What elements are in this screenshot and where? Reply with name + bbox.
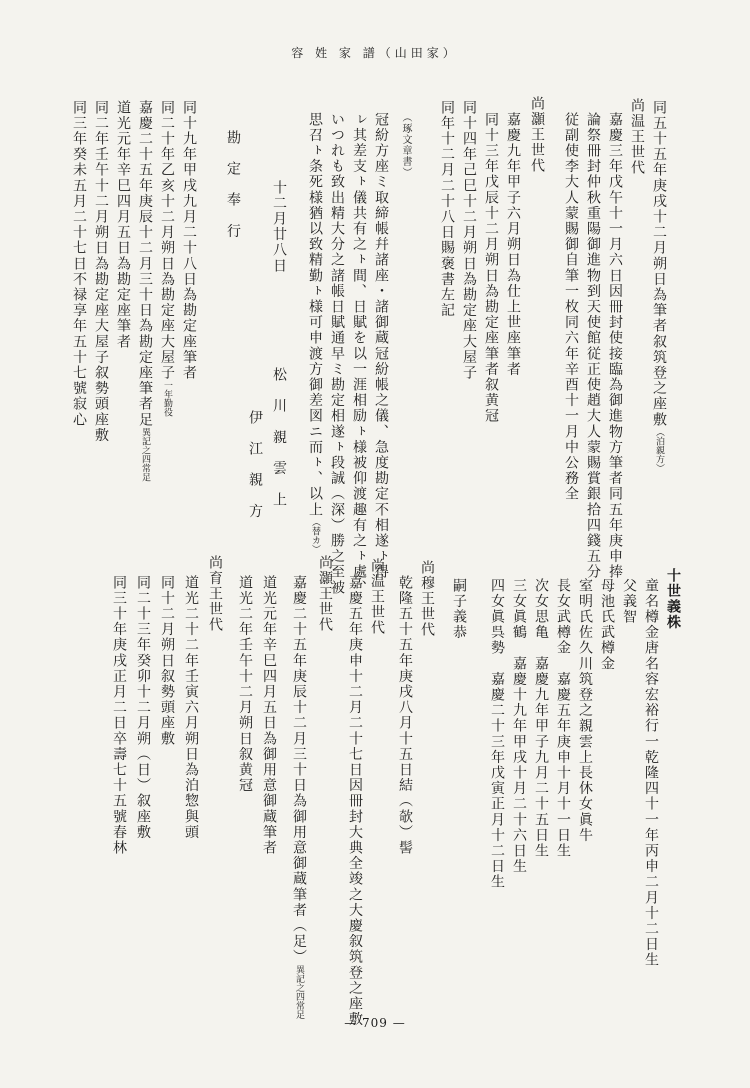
text-column: 嘉慶二十五年庚辰十二月三十日為勘定座筆者足異記之四常足 (137, 100, 153, 482)
text-column: 同三年癸未五月二十七日不禄享年五十七號寂心 (71, 100, 87, 428)
text-column: いつれも致出精大分之諸帳日賦通早ミ勘定相遂ㇳ段誠（深）勝之至被 (329, 112, 345, 596)
text-column: 同十九年甲戌九月二十八日為勘定座筆者 (181, 100, 197, 381)
text-column: 従副使李大人蒙賜御自筆一枚同六年辛酉十一月中公務全 (563, 112, 579, 502)
text-column: 乾隆五十五年庚戌八月十五日結（欹）髻 (397, 575, 413, 856)
section-heading: 尚育王世代 (207, 555, 223, 633)
text-column: 同十二月朔日叙勢頭座敷 (159, 575, 175, 747)
text-column: 道光元年辛巳四月五日為勘定座筆者 (115, 100, 131, 350)
text-column: 嘉慶九年甲子六月朔日為仕上世座筆者 (505, 112, 521, 378)
generation-heading: 十世義株 (665, 568, 681, 631)
text-column: 同二年壬午十二月朔日為勘定座大屋子叙勢頭座敷 (93, 100, 109, 444)
page-number: — 709 — (344, 1016, 406, 1030)
text-column: 同年十二月二十八日賜褒書左記 (439, 100, 455, 319)
text-column: 嗣子義恭 (451, 578, 467, 641)
text-column: 嘉慶二十五年庚辰十二月三十日為御用意御蔵筆者（足）異記之四常足 (291, 575, 307, 1019)
text-column: 思召ㇳ条死様猶以致精勤ㇳ様可申渡方御差図ニ而ㇳ、以上（替カ） (307, 112, 323, 554)
text-column: 父義智 (621, 578, 637, 625)
text-column: 同十三年戊辰十二月朔日為勘定座筆者叙黄冠 (483, 112, 499, 424)
text-column: 論祭冊封仲秋重陽御進物到天使館従正使趙大人蒙賜賞銀拾四錢五分 (585, 112, 601, 580)
text-column: 道光二十二年壬寅六月朔日為泊惣與頭 (183, 575, 199, 841)
section-heading: 尚温王世代 (369, 558, 385, 636)
text-column-note: （琢文章書） (400, 112, 411, 178)
text-column: 嘉慶三年戊午十一月六日因冊封使接臨為御進物方筆者同五年庚申捧 (607, 112, 623, 580)
text-column: 同五十五年庚戌十二月朔日為筆者叙筑登之座敷（泊親方） (651, 100, 667, 473)
text-column: ㇾ其差支ㇳ儀共有之ㇳ間、日賦を以一涯相励ㇳ様被仰渡趣有之ㇳ處、 (351, 112, 367, 596)
text-column: 道光元年辛巳四月五日為御用意御蔵筆者 (261, 575, 277, 856)
section-heading: 尚穆王世代 (419, 560, 435, 638)
text-column: 三女眞鶴 嘉慶十九年甲戌十月二十六日生 (511, 578, 527, 875)
page-header: 容 姓 家 譜（山田家） (291, 46, 459, 60)
section-heading: 尚灝王世代 (317, 555, 333, 633)
signature-column: 伊 江 親 方 (247, 410, 263, 520)
text-column: 同二十三年癸卯十二月朔（日）叙座敷 (135, 575, 151, 841)
signature-column: 勘 定 奉 行 (225, 130, 241, 240)
section-heading: 尚温王世代 (629, 98, 645, 176)
text-column: 同二十年乙亥十二月朔日為勘定座大屋子一年勤役 (159, 100, 175, 417)
text-column: 次女思亀 嘉慶九年甲子九月二十五日生 (533, 578, 549, 859)
text-column: 道光二年壬午十二月朔日叙黄冠 (237, 575, 253, 794)
text-column: 嘉慶五年庚申十二月二十七日因冊封大典全竣之大慶叙筑登之座敷 (347, 575, 363, 1028)
signature-column: 十二月廿八日 松 川 親 雲 上 (271, 180, 287, 508)
text-column: 冠紛方座ミ取締帳幷諸座・諸御蔵冠紛帳之儀、急度勘定不相遂ㇳ得 (373, 112, 389, 580)
section-heading: 尚灝王世代 (529, 96, 545, 174)
text-column: 室明氏佐久川筑登之親雲上長休女眞牛 (577, 578, 593, 844)
text-column: 同三十年庚戌正月二日卒壽七十五號春林 (111, 575, 127, 856)
text-column: 童名樽金唐名容宏裕行一乾隆四十一年丙申二月十二日生 (643, 578, 659, 968)
text-column: 長女武樽金 嘉慶五年庚申十月十一日生 (555, 578, 571, 859)
text-column: 四女眞呉勢 嘉慶二十三年戊寅正月十二日生 (489, 578, 505, 890)
text-column: 同十四年己巳十二月朔日為勘定座大屋子 (461, 100, 477, 381)
text-column: 母池氏武樽金 (599, 578, 615, 672)
